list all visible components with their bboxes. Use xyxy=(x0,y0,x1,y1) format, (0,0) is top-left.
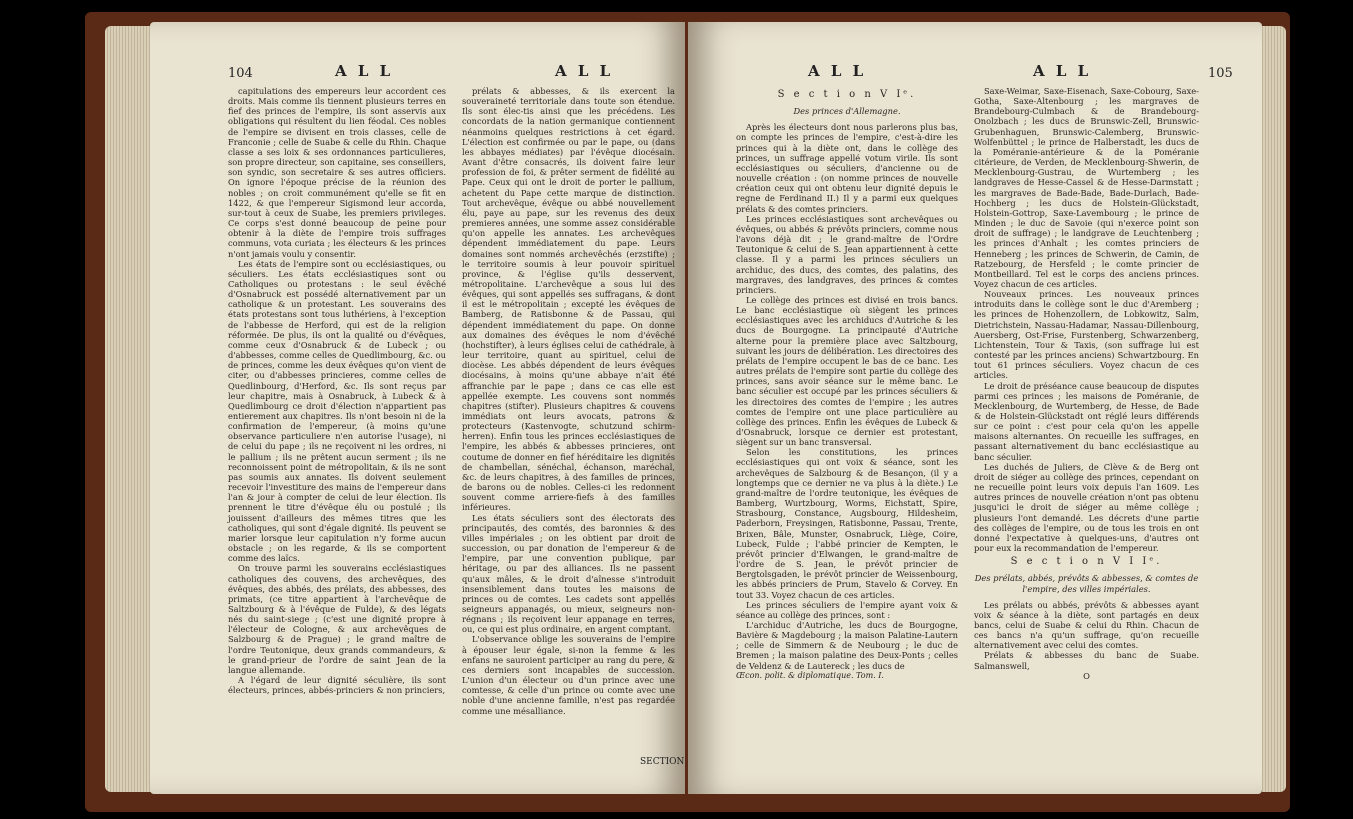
catchword: SECTION xyxy=(640,757,685,767)
left-page-edges xyxy=(105,26,151,792)
section-subtitle: Des princes d'Allemagne. xyxy=(793,106,901,117)
page-number-left: 104 xyxy=(228,66,253,81)
paragraph: Les duchés de Juliers, de Clève & de Berg ont droit de siéger au collège des princes, cependant on ne recueille point leurs voix depuis l'an 1609. Les autres princes de nouvelle création n'ont pas obtenu jusqu'ici le droit de siéger au même collège ; plusieurs l'ont demandé. Les décrets d'une partie des collèges de l'empire, ou de tous les trois en ont donné l'expectative à quelques-uns, d'autres ont pour eux la recommandation de l'empereur. xyxy=(974,461,1199,554)
running-head-center: A L L xyxy=(555,62,614,80)
section-title: S e c t i o n V Iᵉ. xyxy=(777,89,917,100)
paragraph: L'observance oblige les souverains de l'empire à épouser leur égale, si-non la femme & les enfans ne sauroient participer au rang du pere, & ces derniers sont incapables de succession. L'union d'un électeur ou d'un prince avec une comtesse, & celle d'un prince ou comte avec une noble d'une ancienne famille, n'est pas regardée comme une mésalliance. xyxy=(462,634,675,716)
right-column-2 xyxy=(974,86,1199,681)
paragraph: Les princes ecclésiastiques sont archevêques ou évêques, ou abbés & prévôts princiers, comme nous l'avons déjà dit ; le grand-maître de l'Ordre Teutonique & celui de S. Jean appartiennent à cette classe. Il y a parmi les princes séculiers un archiduc, des ducs, des comtes, des palatins, des margraves, des landgraves, des princes & comtes princiers. xyxy=(736,213,958,295)
left-column-1 xyxy=(228,86,446,695)
paragraph: Saxe-Weimar, Saxe-Eisenach, Saxe-Cobourg, Saxe-Gotha, Saxe-Altenbourg ; les margraves de Brandebourg-Culmbach & de Brandebourg-Onolzbach ; les ducs de Brunswic-Zell, Brunswic-Grubenhaguen, Brunswic-Calemberg, Brunswic-Wolfenbüttel ; le prince de Halberstadt, les ducs de la Poméranie-antérieure & de la Poméranie citérieure, de Verden, de Mecklenbourg-Shwerin, de Mecklenbourg-Gustrau, de Wurtemberg ; les landgraves de Hesse-Cassel & de Hesse-Darmstatt ; les margraves de Bade-Bade, Bade-Durlach, Bade-Hochberg ; les ducs de Holstein-Glückstadt, Holstein-Gottrop, Saxe-Lavembourg ; le prince de Minden ; le duc de Savoie (qui n'exerce point son droit de suffrage) ; le landgrave de Leuchtenberg ; les princes d'Anhalt ; les comtes princiers de Henneberg ; les princes de Schwerin, de Camin, de Ratzebourg, de Hersfeld ; le comte princier de Montbeillard. Tel est le corps des anciens princes. Voyez chacun de ces articles. xyxy=(974,86,1199,289)
running-head-left: A L L xyxy=(335,62,394,80)
running-head-left: A L L xyxy=(808,62,867,80)
section2-title: S e c t i o n V I Iᵉ. xyxy=(1010,556,1163,568)
paragraph: Nouveaux princes. Les nouveaux princes introduits dans le collège sont le duc d'Aremberg ; les princes de Hohenzollern, de Lobkowitz, Salm, Dietrichstein, Nassau-Hadamar, Nassau-Dillenbourg, Auersberg, Ost-Frise, Furstenberg, Schwarzenberg, Lichtenstein, Tour & Taxis, (son suffrage lui est contesté par les princes anciens) Schwartzbourg. En tout 61 princes séculiers. Voyez chacun de ces articles. xyxy=(974,289,1199,381)
paragraph: prélats & abbesses, & ils exercent la souveraineté territoriale dans toute son étendue. Ils sont élec-tis ainsi que les précédens. Les concordats de la nation germanique contiennent néanmoins quelques restrictions à cet égard. L'élection est confirmée ou par le pape, ou (dans les abbayes médiates) par l'évêque diocésain. Avant d'être consacrés, ils doivent faire leur profession de foi, & prêter serment de fidélité au Pape. Ceux qui ont le droit de porter le pallium, achetent du Pape cette marque de distinction. Tout archevêque, évêque ou abbé nouvellement élu, paye au pape, sur les revenus des deux premieres années, une somme assez considérable qu'on appelle les annates. Les archevêques dépendent immédiatement du pape. Leurs domaines sont nommés archevêchés (erzstifte) ; le territoire soumis à leur pouvoir spirituel province, & l'église qu'ils desservent, métropolitaine. L'archevêque a sous lui des évêques, qui sont appellés ses suffragans, & dont il est le métropolitain ; excepté les évêques de Bamberg, de Ratisbonne & de Passau, qui dépendent immédiatement du pape. On donne aux domaines des évêques le nom d'évêché (hochstifter), à leurs églises celui de cathédrale, à leur territoire, quant au spirituel, celui de diocèse. Les abbés dépendent de leurs évêques diocésains, à moins qu'une abbaye n'ait été affranchie par le pape ; dans ce cas elle est appellée exempte. Les couvens sont nommés chapitres (stifter). Plusieurs chapitres & couvens immédiats ont leurs avocats, patrons & protecteurs (Kastenvogte, schutzund schirm-herren). Enfin tous les princes ecclésiastiques de l'empire, les abbés & abbesses princieres, ont coutume de donner en fief héréditaire les dignités de chambellan, sénéchal, échanson, maréchal, &c. de leurs chapitres, à des familles de princes, de barons ou de nobles. Celles-ci les redonnent souvent comme arriere-fiefs à des familles inférieures. xyxy=(462,86,675,513)
signature-mark: O xyxy=(1083,670,1090,681)
page-number-right: 105 xyxy=(1208,66,1233,81)
running-head-right: A L L xyxy=(1033,62,1092,80)
right-page-edges xyxy=(1262,26,1286,792)
right-column-1 xyxy=(736,86,958,681)
paragraph: Après les électeurs dont nous parlerons plus bas, on compte les princes de l'empire, c'est-à-dire les princes qui à la diète ont, dans le collège des princes, un suffrage appellé votum virile. Ils sont ecclésiastiques ou séculiers, d'ancienne ou de nouvelle création : (on nomme princes de nouvelle création ceux qui ont obtenu leur dignité depuis le regne de Ferdinand II.) Il y a parmi eux quelques prélats & des comtes princiers. xyxy=(736,122,958,214)
left-column-2 xyxy=(462,86,675,716)
paragraph: Prélats & abbesses du banc de Suabe. Salmanswell, xyxy=(974,650,1199,671)
paragraph: Le droit de préséance cause beaucoup de disputes parmi ces princes ; les maisons de Poméranie, de Mecklenbourg, de Wurtemberg, de Hesse, de Bade & de Holstein-Glückstadt ont réglé leurs différends sur ce point : c'est pour cela qu'on les appelle maisons alternantes. On recueille les suffrages, en passant alternativement du banc ecclésiastique au banc séculier. xyxy=(974,380,1199,462)
paragraph: Les princes séculiers de l'empire ayant voix & séance au collège des princes, sont : xyxy=(736,599,958,620)
paragraph: capitulations des empereurs leur accordent ces droits. Mais comme ils tiennent plusieurs terres en fief des princes de l'empire, ils sont asservis aux obligations qui résultent du lien féodal. Ces nobles de l'empire se divisent en trois classes, celle de Franconie ; celle de Suabe & celle du Rhin. Chaque classe a ses loix & ses ordonnances particulieres, son propre directeur, son capitaine, ses conseillers, son syndic, son secretaire & ses autres officiers. On ignore l'époque précise de la réunion des nobles ; on croit communément qu'elle se fit en 1422, & que l'empereur Sigismond leur accorda, sur-tout à ceux de Suabe, les premiers privileges. Ce corps s'est donné beaucoup de peine pour obtenir à la diète de l'empire trois suffrages communs, vota curiata ; les électeurs & les princes n'ont jamais voulu y consentir. xyxy=(228,86,446,259)
paragraph: A l'égard de leur dignité séculière, ils sont électeurs, princes, abbés-princiers & non princiers, xyxy=(228,675,446,696)
paragraph: On trouve parmi les souverains ecclésiastiques catholiques des couvens, des archevêques, des évêques, des abbés, des prélats, des abbesses, des primats, (ce titre appartient à l'archevêque de Saltzbourg & à l'évêque de Fulde), & des légats nés du saint-siege ; (c'est une dignité propre à l'électeur de Cologne, & aux archevêques de Salzbourg & de Prague) ; le grand maître de l'ordre Teutonique, deux grands commandeurs, & le grand-prieur de l'ordre de saint Jean de la langue allemande. xyxy=(228,563,446,675)
footer-note: Œcon. polit. & diplomatique. Tom. I. xyxy=(736,670,884,680)
paragraph: Le collège des princes est divisé en trois bancs. Le banc ecclésiastique où siègent les princes ecclésiastiques avec les archiducs d'Autriche & les ducs de Bourgogne. La principauté d'Autriche alterne pour la première place avec Saltzbourg, suivant les jours de délibération. Les directoires des prélats de l'empire occupent le bas de ce banc. Les autres prélats de l'empire sont partie du collège des princes, sans avoir séance sur le même banc. Le banc séculier est occupé par les princes séculiers & les directoires des comtes de l'empire ; les autres comtes de l'empire ont une place particulière au collège des princes. Enfin les évêques de Lubeck & d'Osnabruck, lorsque ce dernier est protestant, siègent sur un banc transversal. xyxy=(736,294,958,448)
paragraph: Les états de l'empire sont ou ecclésiastiques, ou séculiers. Les états ecclésiastiques sont ou Catholiques ou protestans : le seul évêché d'Osnabruck est possédé alternativement par un catholique & un protestant. Les souverains des états protestans sont tous luthériens, à l'exception de l'abbesse de Herford, qui est de la religion réformée. De plus, ils ont la qualité ou d'évêques, comme ceux d'Osnabruck & de Lubeck ; ou d'abbesses, comme celles de Quedlimbourg, &c. ou de princes, comme les deux évêques qu'on vient de citer, ou d'abbesses princieres, comme celles de Quedlinbourg, d'Herford, &c. Ils sont reçus par leur chapitre, mais à Osnabruck, à Lubeck & à Quedlimbourg ce droit d'élection n'appartient pas entierement aux chapitres. Ils n'ont besoin ni de la confirmation de l'empereur, (à moins qu'une observance particuliere n'en autorise l'usage), ni de celui du pape ; ils ne reçoivent ni les ordres, ni le pallium ; ils ne prêtent aucun serment ; ils ne reconnoissent point de métropolitain, & ils ne sont pas soumis aux annates. Ils doivent seulement recevoir l'investiture des mains de l'empereur dans l'an & jour à compter de celui de leur élection. Ils prennent le titre d'évêque élu ou postulé ; ils jouissent d'ailleurs des mêmes titres que les catholiques, qui sont d'égale dignité. Ils peuvent se marier lorsque leur capitulation n'y forme aucun obstacle ; on les regarde, & ils se comportent comme des laïcs. xyxy=(228,258,446,564)
left-page xyxy=(150,22,685,794)
paragraph: Les prélats ou abbés, prévôts & abbesses ayant voix & séance à la diète, sont partagés en deux bancs, celui de Suabe & celui du Rhin. Chacun de ces bancs n'a qu'un suffrage, qu'on recueille alternativement avec celui des comtes. xyxy=(974,599,1199,651)
paragraph: Les états séculiers sont des électorats des principautés, des comtés, des baronnies & des villes impériales ; on les obtient par droit de succession, ou par donation de l'empereur & de l'empire, par une convention publique, par héritage, ou par des alliances. Ils ne passent qu'aux mâles, & le droit d'aînesse s'introduit insensiblement dans toutes les maisons de princes ou de comtes. Les cadets sont appellés seigneurs appanagés, ou mieux, seigneurs non-régnans ; ils reçoivent leur appanage en terres, ou, ce qui est plus ordinaire, en argent comptant. xyxy=(462,512,675,635)
section2-subtitle: Des prélats, abbés, prévôts & abbesses, & comtes de l'empire, des villes impériales. xyxy=(974,573,1199,594)
paragraph: L'archiduc d'Autriche, les ducs de Bourgogne, Bavière & Magdebourg ; la maison Palatine-Lautern ; celle de Simmern & de Neubourg ; le duc de Bremen ; la maison palatine des Deux-Ponts ; celles de Veldenz & de Lautereck ; les ducs de xyxy=(736,619,958,671)
paragraph: Selon les constitutions, les princes ecclésiastiques qui ont voix & séance, sont les archevêques de Salzbourg & de Besançon, (il y a longtemps que ce dernier ne va plus à la diète.) Le grand-maître de l'ordre teutonique, les évêques de Bamberg, Wurtzbourg, Worms, Eichstatt, Spire, Strasbourg, Constance, Augsbourg, Hildesheim, Paderborn, Freysingen, Ratisbonne, Passau, Trente, Brixen, Bâle, Munster, Osnabruck, Liège, Coire, Lubeck, Fulde ; l'abbé princier de Kempten, le prévôt princier d'Elwangen, le grand-maître de l'ordre de S. Jean, le prévôt princier de Bergtolsgaden, le prévôt princier de Weissenbourg, les abbés princiers de Prum, Stavelo & Corvey. En tout 33. Voyez chacun de ces articles. xyxy=(736,447,958,600)
right-page xyxy=(688,22,1262,794)
